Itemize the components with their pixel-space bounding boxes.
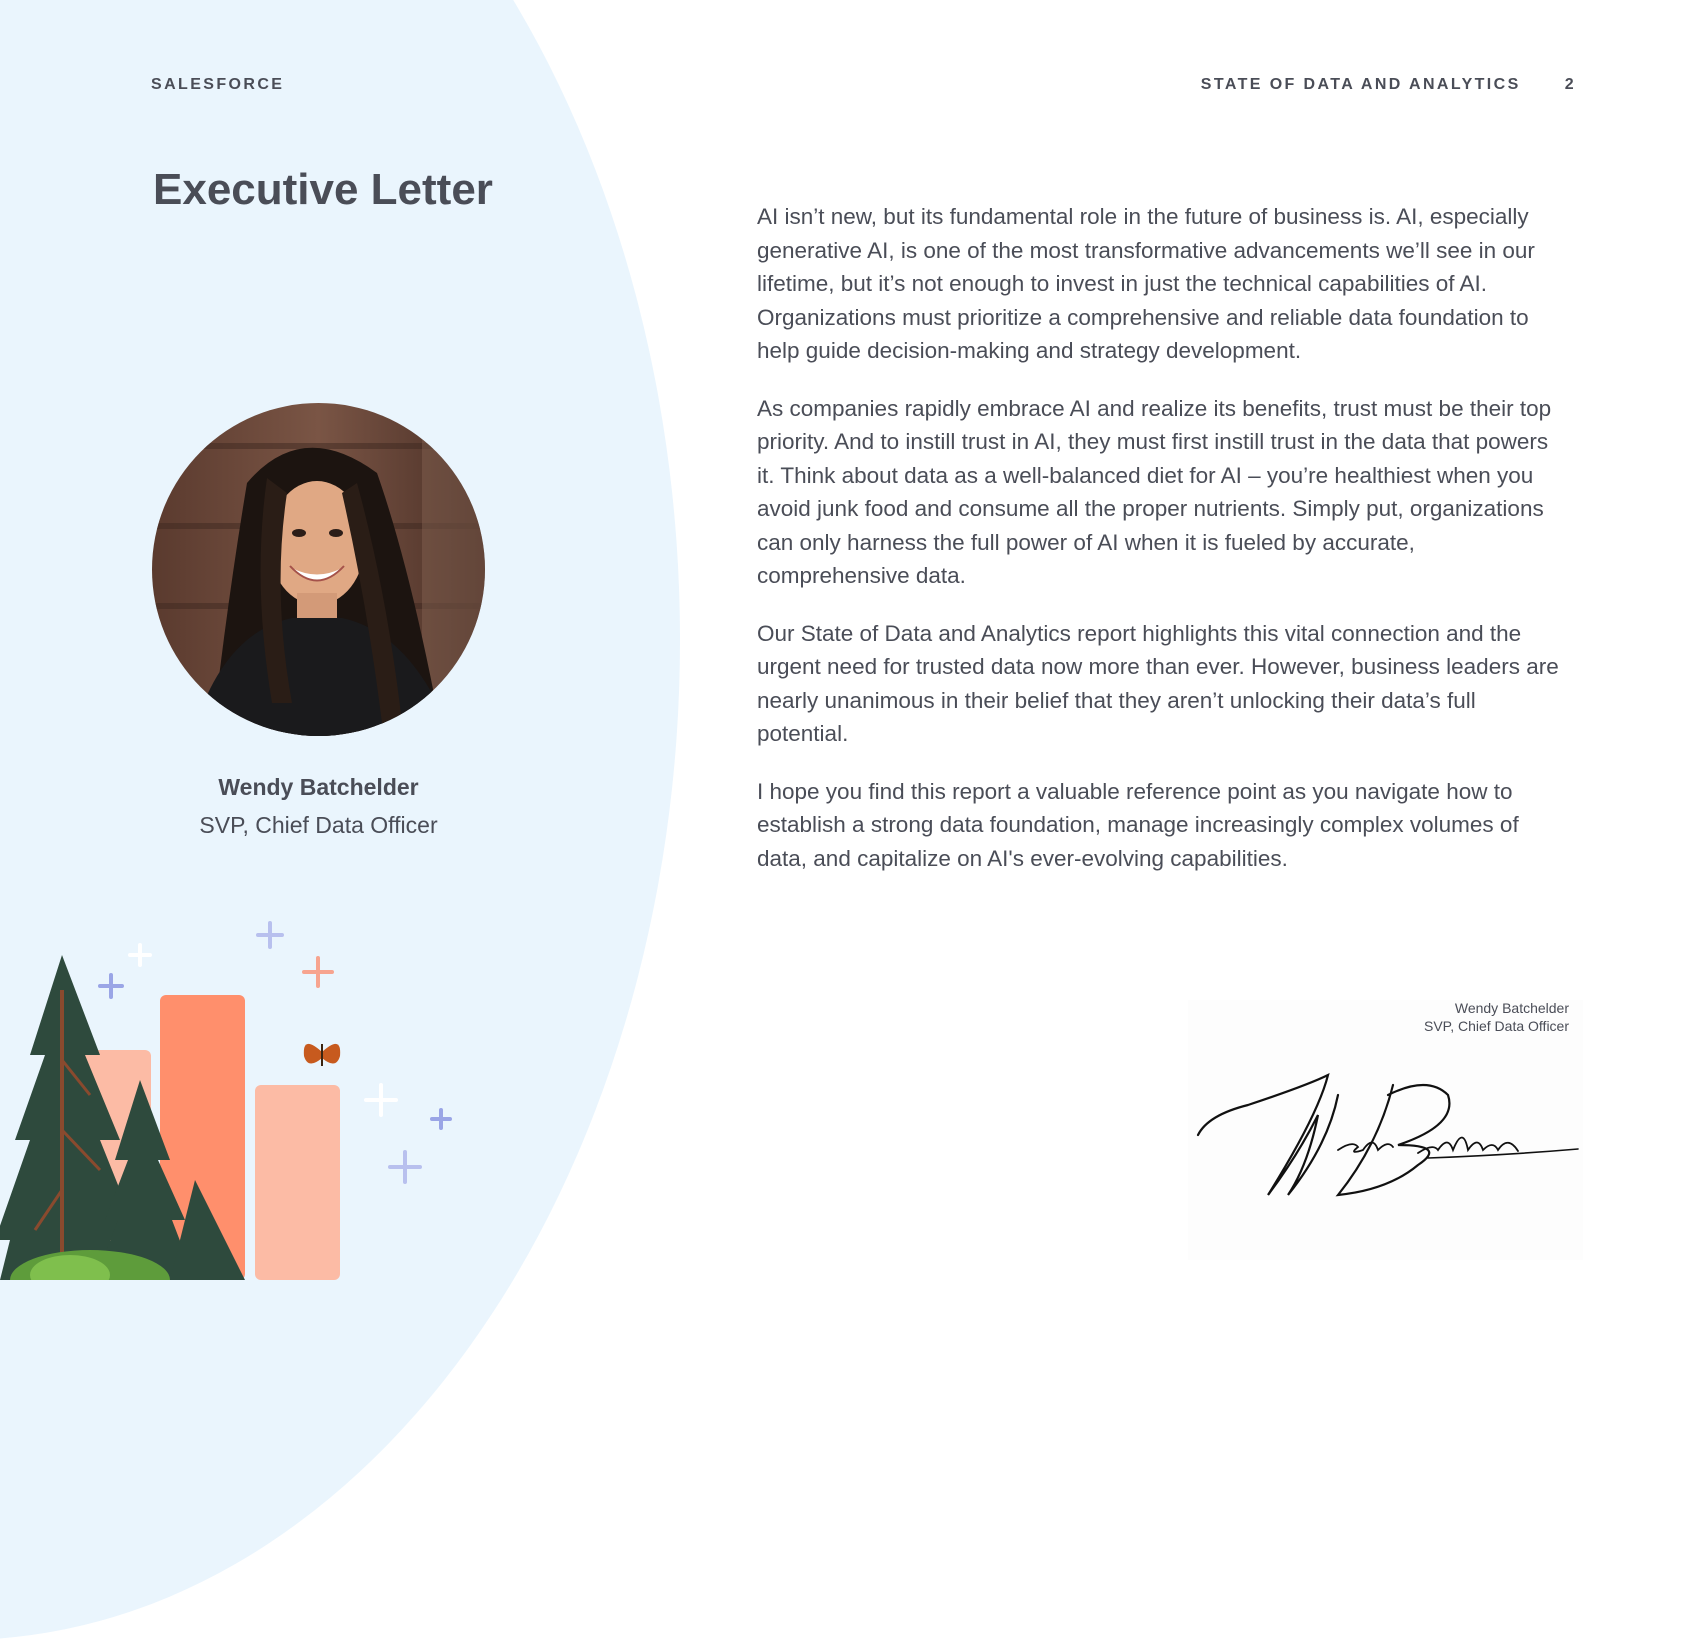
signature-name: Wendy Batchelder: [1454, 1000, 1569, 1016]
author-portrait: [152, 403, 485, 736]
signature-role: SVP, Chief Data Officer: [1424, 1018, 1569, 1034]
decorative-illustration: [0, 880, 470, 1280]
page-title: Executive Letter: [153, 165, 493, 214]
author-role: SVP, Chief Data Officer: [199, 812, 438, 838]
letter-paragraph: As companies rapidly embrace AI and realize its benefits, trust must be their top priority. And to instill trust in AI, they must first instill trust in the data that powers it. Think about data as a well-balanced diet for AI – you’re healthiest when you avoid junk food and consume all the proper nutrients. Simply put, organizations can only harness the full power of AI when it is fueled by accurate, comprehensive data.: [757, 395, 1552, 588]
letter-paragraph: Our State of Data and Analytics report highlights this vital connection and the urgent need for trusted data now more than ever. However, business leaders are nearly unanimous in their belief that they aren’t unlocking their data’s full potential.: [757, 620, 1559, 746]
report-title: STATE OF DATA AND ANALYTICS: [1200, 76, 1521, 93]
signature-block: [1188, 1000, 1583, 1260]
brand-label: SALESFORCE: [151, 76, 285, 93]
running-header: [1201, 76, 1576, 94]
author-name: Wendy Batchelder: [218, 774, 419, 800]
letter-paragraph: AI isn’t new, but its fundamental role in the future of business is. AI, especially generative AI, is one of the most transformative advancements we’ll see in our lifetime, but it’s not enough to invest in just the technical capabilities of AI. Organizations must prioritize a comprehensive and reliable data foundation to help guide decision-making and strategy development.: [757, 204, 1535, 363]
bar-light-right: [255, 1085, 340, 1280]
handwritten-signature: [1188, 1055, 1583, 1215]
letter-paragraph: I hope you find this report a valuable reference point as you navigate how to establish a strong data foundation, manage increasingly complex volumes of data, and capitalize on AI's ever-evolving capabilities.: [757, 778, 1519, 871]
page-number: 2: [1564, 76, 1576, 93]
butterfly-icon: [304, 1044, 340, 1066]
letter-body: [757, 200, 1567, 899]
